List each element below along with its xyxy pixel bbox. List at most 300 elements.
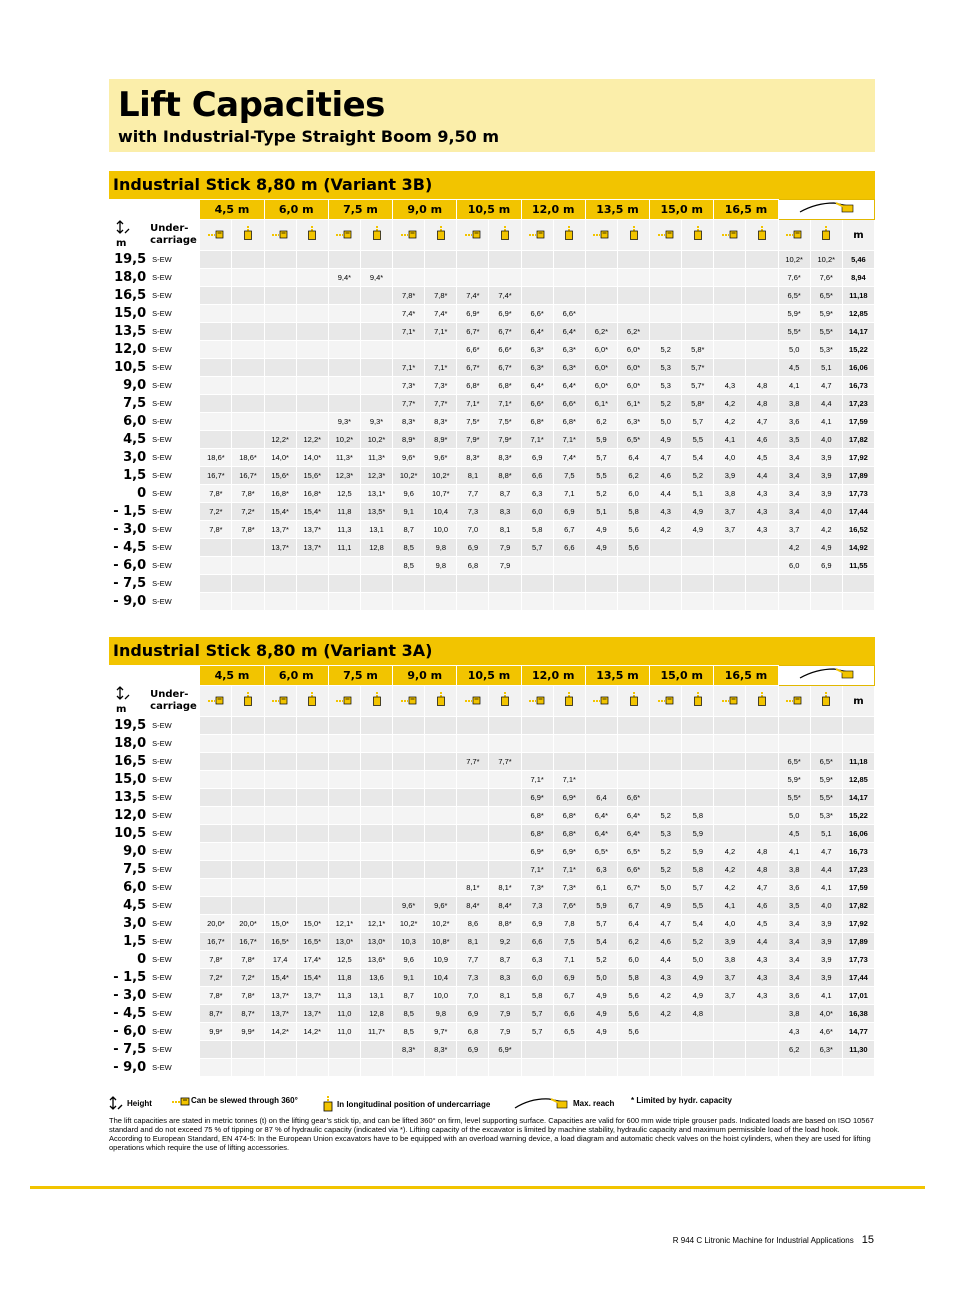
- capacity-cell: [296, 359, 328, 377]
- capacity-cell: 4,1: [714, 431, 746, 449]
- radius-header: 7,5 m: [328, 200, 392, 220]
- capacity-cell: [232, 843, 264, 861]
- capacity-cell: 16,5*: [296, 933, 328, 951]
- capacity-cell: 4,8: [746, 843, 778, 861]
- capacity-cell: [393, 807, 425, 825]
- capacity-cell: 8,5: [393, 1023, 425, 1041]
- capacity-cell: 10,2*: [328, 431, 360, 449]
- capacity-cell: 3,7: [714, 987, 746, 1005]
- capacity-cell: 10,4: [425, 969, 457, 987]
- table-row: [110, 593, 875, 611]
- capacity-cell: 5,7: [521, 539, 553, 557]
- slew-360-icon: [328, 686, 360, 717]
- capacity-cell: [360, 735, 392, 753]
- capacity-cell: [425, 843, 457, 861]
- undercarriage-label-2: carriage: [150, 701, 197, 712]
- capacity-cell: [650, 593, 682, 611]
- capacity-cell: 4,9: [650, 897, 682, 915]
- capacity-cell: 7,1*: [425, 323, 457, 341]
- capacity-cell: 5,5: [682, 897, 714, 915]
- capacity-cell: [296, 413, 328, 431]
- max-reach-distance: [842, 717, 874, 735]
- capacity-cell: [296, 843, 328, 861]
- capacity-cell: 6,9: [553, 969, 585, 987]
- table-row: [110, 431, 875, 449]
- undercarriage-header: [150, 686, 200, 717]
- height-value: 18,0: [110, 735, 150, 753]
- capacity-cell: 8,4*: [457, 897, 489, 915]
- capacity-cell: 8,1: [489, 987, 521, 1005]
- capacity-cell: [296, 251, 328, 269]
- height-value: 6,0: [110, 413, 150, 431]
- capacity-cell: 6,9*: [521, 789, 553, 807]
- capacity-cell: 4,3: [714, 377, 746, 395]
- height-value: - 9,0: [110, 593, 150, 611]
- capacity-cell: 16,7*: [232, 933, 264, 951]
- capacity-cell: 7,7*: [457, 753, 489, 771]
- capacity-cell: 12,2*: [264, 431, 296, 449]
- undercarriage-value: S-EW: [150, 1041, 200, 1059]
- capacity-cell: 6,6: [553, 539, 585, 557]
- capacity-cell: 6,8*: [553, 807, 585, 825]
- capacity-cell: 13,0*: [360, 933, 392, 951]
- capacity-cell: [714, 735, 746, 753]
- table-row: [110, 449, 875, 467]
- table-row: [110, 539, 875, 557]
- undercarriage-value: S-EW: [150, 467, 200, 485]
- capacity-cell: 6,9*: [553, 843, 585, 861]
- page-number: 15: [861, 1234, 874, 1246]
- capacity-cell: [714, 557, 746, 575]
- max-reach-capacity-cell: 6,0: [778, 557, 810, 575]
- capacity-cell: 5,5: [585, 467, 617, 485]
- undercarriage-value: S-EW: [150, 395, 200, 413]
- capacity-cell: [521, 557, 553, 575]
- height-arrow-icon: [116, 692, 130, 703]
- max-reach-capacity-cell: [810, 717, 842, 735]
- capacity-cell: [296, 395, 328, 413]
- slew-360-icon: [778, 686, 810, 717]
- longitudinal-icon: [617, 220, 649, 251]
- capacity-cell: [232, 269, 264, 287]
- max-reach-capacity-cell: 3,9: [810, 485, 842, 503]
- capacity-cell: 7,9: [489, 1023, 521, 1041]
- capacity-cell: 9,4*: [360, 269, 392, 287]
- undercarriage-value: S-EW: [150, 521, 200, 539]
- capacity-cell: 5,2: [650, 843, 682, 861]
- capacity-cell: [682, 1041, 714, 1059]
- legend: [109, 1094, 875, 1112]
- capacity-cell: 12,5: [328, 951, 360, 969]
- max-reach-distance: 17,23: [842, 861, 874, 879]
- radius-header: 16,5 m: [714, 200, 778, 220]
- slew-360-icon: [714, 686, 746, 717]
- undercarriage-value: S-EW: [150, 431, 200, 449]
- capacity-cell: 10,2*: [360, 431, 392, 449]
- undercarriage-value: S-EW: [150, 861, 200, 879]
- capacity-cell: [457, 789, 489, 807]
- radius-header: 16,5 m: [714, 666, 778, 686]
- capacity-cell: [360, 753, 392, 771]
- capacity-cell: 13,6*: [360, 951, 392, 969]
- max-reach-capacity-cell: 6,9: [810, 557, 842, 575]
- capacity-cell: 14,2*: [296, 1023, 328, 1041]
- capacity-cell: 5,5: [682, 431, 714, 449]
- max-reach-capacity-cell: 7,6*: [778, 269, 810, 287]
- capacity-cell: [200, 539, 232, 557]
- height-value: 7,5: [110, 861, 150, 879]
- height-value: 3,0: [110, 915, 150, 933]
- capacity-cell: 6,9*: [521, 843, 553, 861]
- capacity-cell: [617, 735, 649, 753]
- max-reach-capacity-cell: 3,8: [778, 1005, 810, 1023]
- max-reach-capacity-cell: 6,5*: [778, 287, 810, 305]
- max-reach-capacity-cell: [810, 593, 842, 611]
- capacity-cell: [714, 323, 746, 341]
- capacity-cell: [457, 593, 489, 611]
- capacity-cell: 4,9: [585, 521, 617, 539]
- capacity-cell: [200, 807, 232, 825]
- max-reach-capacity-cell: 6,5*: [778, 753, 810, 771]
- capacity-cell: 4,8: [682, 1005, 714, 1023]
- capacity-cell: [617, 269, 649, 287]
- radius-header: 4,5 m: [200, 666, 264, 686]
- radius-header: 9,0 m: [393, 200, 457, 220]
- capacity-cell: 9,9*: [200, 1023, 232, 1041]
- slew-360-icon: [264, 220, 296, 251]
- capacity-cell: 6,4*: [585, 807, 617, 825]
- longitudinal-icon: [296, 686, 328, 717]
- legend-slew-label: Can be slewed through 360°: [191, 1096, 298, 1105]
- capacity-cell: 6,7*: [489, 359, 521, 377]
- table-row: [110, 503, 875, 521]
- table-row: [110, 987, 875, 1005]
- capacity-cell: [585, 269, 617, 287]
- capacity-cell: [264, 593, 296, 611]
- capacity-cell: [232, 897, 264, 915]
- capacity-cell: 14,2*: [264, 1023, 296, 1041]
- radius-header: 6,0 m: [264, 200, 328, 220]
- max-reach-capacity-cell: 4,1: [810, 413, 842, 431]
- capacity-cell: [232, 305, 264, 323]
- capacity-cell: 4,4: [650, 951, 682, 969]
- capacity-cell: [232, 341, 264, 359]
- capacity-cell: [457, 735, 489, 753]
- capacity-cell: [200, 341, 232, 359]
- capacity-cell: [264, 557, 296, 575]
- legend-height-label: Height: [127, 1098, 152, 1108]
- capacity-cell: 7,5*: [457, 413, 489, 431]
- capacity-cell: [264, 269, 296, 287]
- capacity-cell: 8,7: [393, 521, 425, 539]
- capacity-cell: 4,9: [650, 431, 682, 449]
- slew-360-icon: [457, 220, 489, 251]
- max-reach-capacity-cell: [810, 1059, 842, 1077]
- max-reach-capacity-cell: 5,9*: [810, 771, 842, 789]
- capacity-cell: 6,6: [553, 1005, 585, 1023]
- max-reach-distance: 17,59: [842, 413, 874, 431]
- capacity-cell: [682, 287, 714, 305]
- capacity-cell: [264, 735, 296, 753]
- capacity-cell: [746, 269, 778, 287]
- capacity-cell: 4,2: [650, 1005, 682, 1023]
- capacity-cell: 8,3*: [425, 1041, 457, 1059]
- capacity-cell: [457, 251, 489, 269]
- table-row: [110, 951, 875, 969]
- lift-capacity-table: [109, 665, 875, 1077]
- longitudinal-icon: [617, 686, 649, 717]
- capacity-cell: 6,6: [521, 933, 553, 951]
- max-reach-capacity-cell: [810, 575, 842, 593]
- capacity-cell: [682, 735, 714, 753]
- capacity-cell: [296, 269, 328, 287]
- capacity-cell: [360, 359, 392, 377]
- capacity-cell: [232, 539, 264, 557]
- slew-360-icon: [393, 220, 425, 251]
- height-value: 1,5: [110, 467, 150, 485]
- capacity-cell: [264, 807, 296, 825]
- capacity-cell: [714, 789, 746, 807]
- max-reach-capacity-cell: 5,3*: [810, 341, 842, 359]
- capacity-cell: [746, 825, 778, 843]
- capacity-cell: [650, 305, 682, 323]
- capacity-cell: 6,8*: [457, 377, 489, 395]
- radius-header-row: [110, 666, 875, 686]
- capacity-cell: 4,7: [650, 449, 682, 467]
- undercarriage-value: S-EW: [150, 593, 200, 611]
- capacity-cell: [328, 861, 360, 879]
- capacity-cell: 4,2: [714, 879, 746, 897]
- table-row: [110, 807, 875, 825]
- capacity-cell: [296, 825, 328, 843]
- capacity-cell: [746, 1041, 778, 1059]
- capacity-cell: 16,7*: [200, 933, 232, 951]
- capacity-cell: 15,0*: [296, 915, 328, 933]
- capacity-cell: [585, 557, 617, 575]
- radius-header: 7,5 m: [328, 666, 392, 686]
- capacity-cell: [264, 1059, 296, 1077]
- capacity-cell: [489, 735, 521, 753]
- capacity-cell: [360, 557, 392, 575]
- capacity-cell: 7,1*: [521, 771, 553, 789]
- capacity-cell: 5,2: [682, 467, 714, 485]
- capacity-cell: [457, 861, 489, 879]
- capacity-cell: 4,4: [650, 485, 682, 503]
- capacity-cell: 13,7*: [264, 539, 296, 557]
- capacity-cell: 7,8*: [200, 987, 232, 1005]
- max-reach-distance: 14,17: [842, 323, 874, 341]
- capacity-cell: [714, 269, 746, 287]
- capacity-cell: 6,7*: [457, 323, 489, 341]
- capacity-cell: [264, 575, 296, 593]
- max-reach-distance: 16,73: [842, 377, 874, 395]
- capacity-cell: [200, 575, 232, 593]
- capacity-cell: 5,6: [617, 1023, 649, 1041]
- undercarriage-value: S-EW: [150, 575, 200, 593]
- undercarriage-value: S-EW: [150, 269, 200, 287]
- capacity-cell: [200, 377, 232, 395]
- capacity-cell: [682, 557, 714, 575]
- capacity-cell: 7,7*: [393, 395, 425, 413]
- height-value: - 1,5: [110, 969, 150, 987]
- footnote-en474: According to European Standard, EN 474-5: In the European Union excavators have to be equipped with an overload warning device, a load diagram and automatic check valves on the hoist cylinders, when they are used for lifting operations which require the use of lifting accessories.: [109, 1134, 871, 1152]
- capacity-cell: 6,0*: [585, 377, 617, 395]
- capacity-cell: 6,8: [457, 557, 489, 575]
- capacity-cell: 7,5: [553, 467, 585, 485]
- height-value: - 6,0: [110, 557, 150, 575]
- max-reach-distance: 17,73: [842, 951, 874, 969]
- height-value: 9,0: [110, 843, 150, 861]
- height-value: 10,5: [110, 825, 150, 843]
- height-value: 15,0: [110, 305, 150, 323]
- capacity-cell: 6,0: [617, 951, 649, 969]
- capacity-cell: [232, 861, 264, 879]
- capacity-cell: 7,3: [521, 897, 553, 915]
- slew-360-icon: [714, 220, 746, 251]
- capacity-cell: [425, 1059, 457, 1077]
- capacity-cell: [585, 251, 617, 269]
- capacity-cell: [200, 825, 232, 843]
- table-row: [110, 305, 875, 323]
- capacity-cell: 6,2: [585, 413, 617, 431]
- capacity-cell: 4,3: [650, 969, 682, 987]
- undercarriage-value: S-EW: [150, 251, 200, 269]
- height-value: 16,5: [110, 753, 150, 771]
- capacity-cell: [200, 789, 232, 807]
- max-reach-distance: 17,23: [842, 395, 874, 413]
- undercarriage-value: S-EW: [150, 1023, 200, 1041]
- capacity-cell: [360, 825, 392, 843]
- capacity-cell: 13,7*: [296, 521, 328, 539]
- capacity-cell: [650, 735, 682, 753]
- capacity-cell: [521, 717, 553, 735]
- capacity-cell: [264, 1041, 296, 1059]
- capacity-cell: [489, 771, 521, 789]
- capacity-cell: [425, 753, 457, 771]
- table-row: [110, 753, 875, 771]
- max-reach-distance: 17,92: [842, 915, 874, 933]
- capacity-cell: [393, 717, 425, 735]
- capacity-cell: [232, 377, 264, 395]
- capacity-cell: 6,5: [553, 1023, 585, 1041]
- table-row: [110, 969, 875, 987]
- capacity-cell: [264, 341, 296, 359]
- capacity-cell: 6,6*: [617, 789, 649, 807]
- capacity-cell: [489, 861, 521, 879]
- capacity-cell: 7,8*: [232, 485, 264, 503]
- capacity-cell: 4,9: [585, 1005, 617, 1023]
- capacity-cell: 10,7*: [425, 485, 457, 503]
- max-reach-capacity-cell: 4,0: [810, 503, 842, 521]
- max-reach-distance: 11,30: [842, 1041, 874, 1059]
- max-reach-capacity-cell: 7,6*: [810, 269, 842, 287]
- capacity-cell: [360, 789, 392, 807]
- max-reach-distance: 17,92: [842, 449, 874, 467]
- capacity-cell: 7,9: [489, 557, 521, 575]
- capacity-cell: 4,2: [714, 395, 746, 413]
- capacity-cell: 7,9: [489, 539, 521, 557]
- max-reach-capacity-cell: 3,9: [810, 915, 842, 933]
- undercarriage-value: S-EW: [150, 807, 200, 825]
- capacity-cell: [714, 251, 746, 269]
- capacity-cell: 7,1*: [521, 861, 553, 879]
- capacity-cell: [650, 717, 682, 735]
- capacity-cell: [650, 557, 682, 575]
- max-reach-distance: 16,52: [842, 521, 874, 539]
- max-reach-capacity-cell: 3,4: [778, 951, 810, 969]
- radius-header: 6,0 m: [264, 666, 328, 686]
- radius-header: 10,5 m: [457, 666, 521, 686]
- capacity-cell: [200, 897, 232, 915]
- capacity-cell: [682, 323, 714, 341]
- capacity-cell: 7,1*: [521, 431, 553, 449]
- capacity-cell: [489, 593, 521, 611]
- capacity-cell: 7,4*: [553, 449, 585, 467]
- capacity-cell: [521, 593, 553, 611]
- capacity-cell: 6,9: [457, 1041, 489, 1059]
- longitudinal-icon: [360, 220, 392, 251]
- section-title: Industrial Stick 8,80 m (Variant 3B): [109, 171, 875, 199]
- capacity-cell: 4,7: [746, 879, 778, 897]
- capacity-cell: [360, 861, 392, 879]
- capacity-cell: 13,0*: [328, 933, 360, 951]
- max-reach-capacity-cell: 6,3*: [810, 1041, 842, 1059]
- capacity-cell: [553, 557, 585, 575]
- capacity-cell: [746, 557, 778, 575]
- capacity-cell: [746, 323, 778, 341]
- capacity-cell: 8,7*: [200, 1005, 232, 1023]
- capacity-cell: [200, 843, 232, 861]
- capacity-cell: [232, 879, 264, 897]
- slew-360-icon: [171, 1096, 187, 1105]
- capacity-cell: [746, 1023, 778, 1041]
- capacity-cell: 13,7*: [264, 521, 296, 539]
- height-value: - 3,0: [110, 521, 150, 539]
- slew-360-icon: [521, 686, 553, 717]
- capacity-cell: 7,4*: [425, 305, 457, 323]
- capacity-cell: [360, 593, 392, 611]
- table-row: [110, 1041, 875, 1059]
- undercarriage-value: S-EW: [150, 825, 200, 843]
- capacity-cell: [360, 341, 392, 359]
- capacity-cell: 6,6*: [553, 305, 585, 323]
- capacity-cell: [650, 575, 682, 593]
- capacity-cell: [521, 753, 553, 771]
- capacity-cell: [489, 807, 521, 825]
- capacity-cell: 5,2: [682, 933, 714, 951]
- max-reach-capacity-cell: 4,7: [810, 377, 842, 395]
- max-reach-distance: 8,94: [842, 269, 874, 287]
- capacity-cell: 6,0*: [617, 341, 649, 359]
- capacity-cell: 6,7: [617, 897, 649, 915]
- capacity-cell: 6,4*: [521, 323, 553, 341]
- capacity-cell: [232, 575, 264, 593]
- legend-max-reach: [513, 1096, 614, 1110]
- table-row: [110, 359, 875, 377]
- capacity-cell: [521, 575, 553, 593]
- capacity-cell: [264, 305, 296, 323]
- capacity-cell: [232, 413, 264, 431]
- capacity-cell: [393, 861, 425, 879]
- header-blank: [110, 200, 200, 220]
- capacity-cell: [232, 753, 264, 771]
- capacity-cell: [521, 287, 553, 305]
- capacity-cell: [617, 287, 649, 305]
- capacity-cell: 13,1*: [360, 485, 392, 503]
- table-row: [110, 771, 875, 789]
- max-reach-capacity-cell: 3,9: [810, 969, 842, 987]
- table-row: [110, 879, 875, 897]
